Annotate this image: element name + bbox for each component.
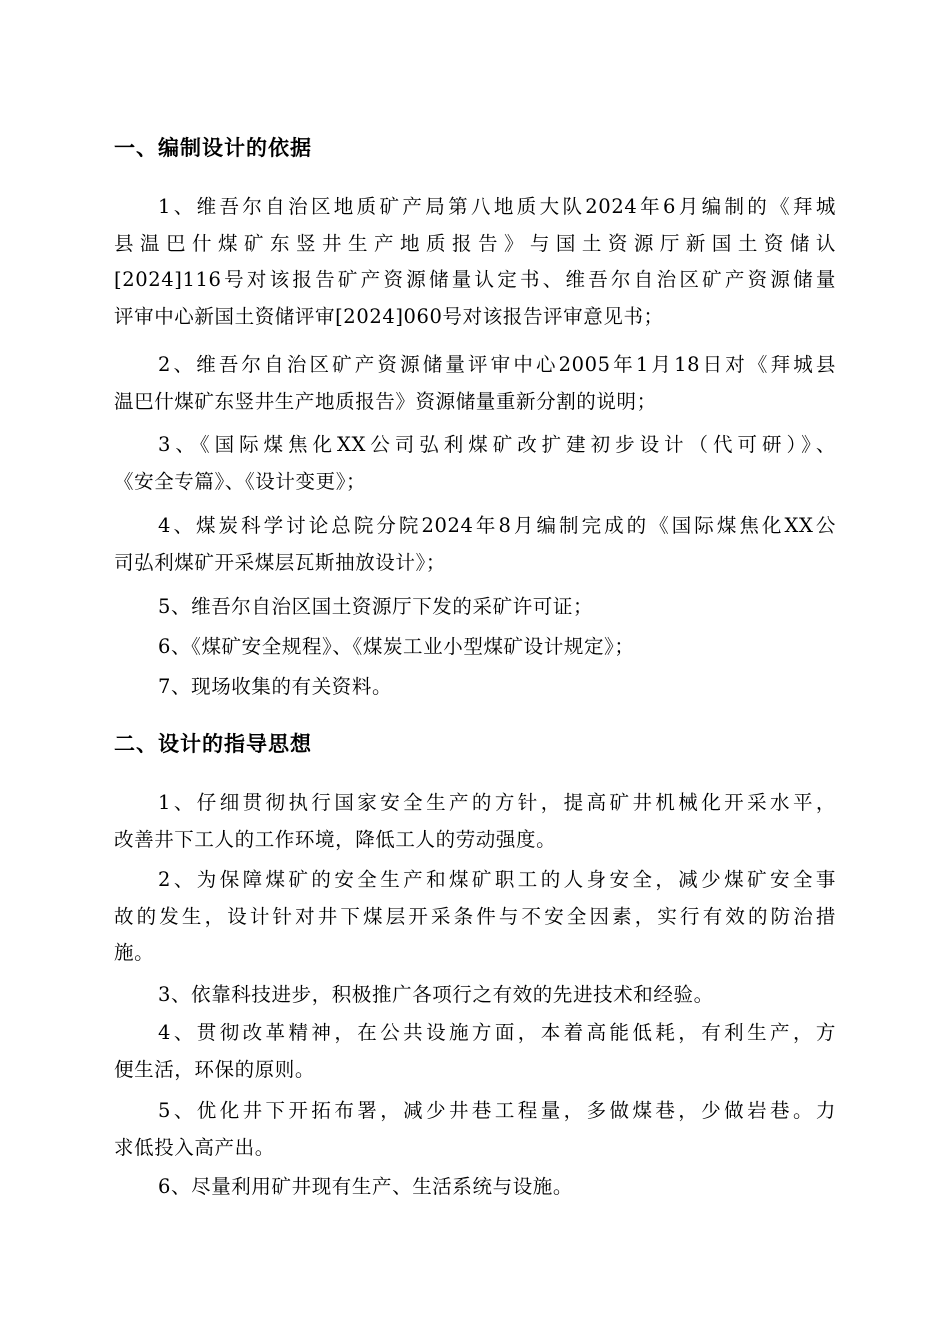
- paragraph-line: 便生活，环保的原则。: [114, 1057, 316, 1081]
- section-heading-basis: 一、编制设计的依据: [114, 136, 312, 160]
- paragraph-guiding-2: [114, 862, 836, 972]
- paragraph-line: 县温巴什煤矿东竖井生产地质报告》与国土资源厅新国土资储认: [114, 231, 836, 255]
- paragraph-guiding-6: [114, 1169, 836, 1206]
- paragraph-line: 求低投入高产出。: [114, 1135, 275, 1159]
- paragraph-line: 2、为保障煤矿的安全生产和煤矿职工的人身安全，减少煤矿安全事: [158, 868, 836, 891]
- paragraph-line: 7、现场收集的有关资料。: [158, 675, 393, 698]
- paragraph-line: 施。: [114, 941, 155, 964]
- paragraph-basis-4: [114, 508, 836, 581]
- paragraph-line: 《安全专篇》、《设计变更》；: [114, 469, 367, 493]
- paragraph-line: 6、尽量利用矿井现有生产、生活系统与设施。: [158, 1175, 574, 1198]
- paragraph-basis-7: [114, 669, 836, 706]
- paragraph-basis-3: [114, 427, 836, 500]
- paragraph-guiding-3: [114, 977, 836, 1014]
- paragraph-line: 温巴什煤矿东竖井生产地质报告》资源储量重新分割的说明；: [114, 389, 657, 413]
- paragraph-line: 司弘利煤矿开采煤层瓦斯抽放设计》；: [114, 550, 446, 574]
- paragraph-basis-1: [114, 189, 836, 335]
- paragraph-guiding-1: [114, 785, 836, 858]
- paragraph-line: 故的发生，设计针对井下煤层开采条件与不安全因素，实行有效的防治措: [114, 904, 836, 928]
- paragraph-line: 评审中心新国土资储评审[2024]060号对该报告评审意见书；: [114, 304, 664, 328]
- paragraph-guiding-4: [114, 1015, 836, 1088]
- paragraph-line: [2024]116号对该报告矿产资源储量认定书、维吾尔自治区矿产资源储量: [114, 268, 836, 291]
- paragraph-line: 6、《煤矿安全规程》、《煤炭工业小型煤矿设计规定》；: [158, 635, 635, 658]
- paragraph-line: 2、维吾尔自治区矿产资源储量评审中心2005年1月18日对《拜城县: [158, 353, 836, 376]
- paragraph-basis-2: [114, 347, 836, 420]
- paragraph-line: 5、优化井下开拓布署，减少井巷工程量，多做煤巷，少做岩巷。力: [158, 1099, 836, 1122]
- paragraph-line: 1、维吾尔自治区地质矿产局第八地质大队2024年6月编制的《拜城: [158, 195, 836, 218]
- paragraph-basis-6: [114, 629, 836, 666]
- paragraph-basis-5: [114, 589, 836, 626]
- paragraph-guiding-5: [114, 1093, 836, 1166]
- paragraph-line: 3、《国际煤焦化XX公司弘利煤矿改扩建初步设计（代可研）》、: [158, 433, 836, 456]
- paragraph-line: 3、依靠科技进步，积极推广各项行之有效的先进技术和经验。: [158, 983, 714, 1006]
- paragraph-line: 4、煤炭科学讨论总院分院2024年8月编制完成的《国际煤焦化XX公: [158, 514, 836, 537]
- paragraph-line: 5、维吾尔自治区国土资源厅下发的采矿许可证；: [158, 595, 594, 618]
- section-heading-guiding: 二、设计的指导思想: [114, 732, 312, 756]
- paragraph-line: 1、仔细贯彻执行国家安全生产的方针，提高矿井机械化开采水平，: [158, 791, 836, 814]
- paragraph-line: 改善井下工人的工作环境，降低工人的劳动强度。: [114, 827, 557, 851]
- paragraph-line: 4、贯彻改革精神，在公共设施方面，本着高能低耗，有利生产，方: [158, 1021, 836, 1044]
